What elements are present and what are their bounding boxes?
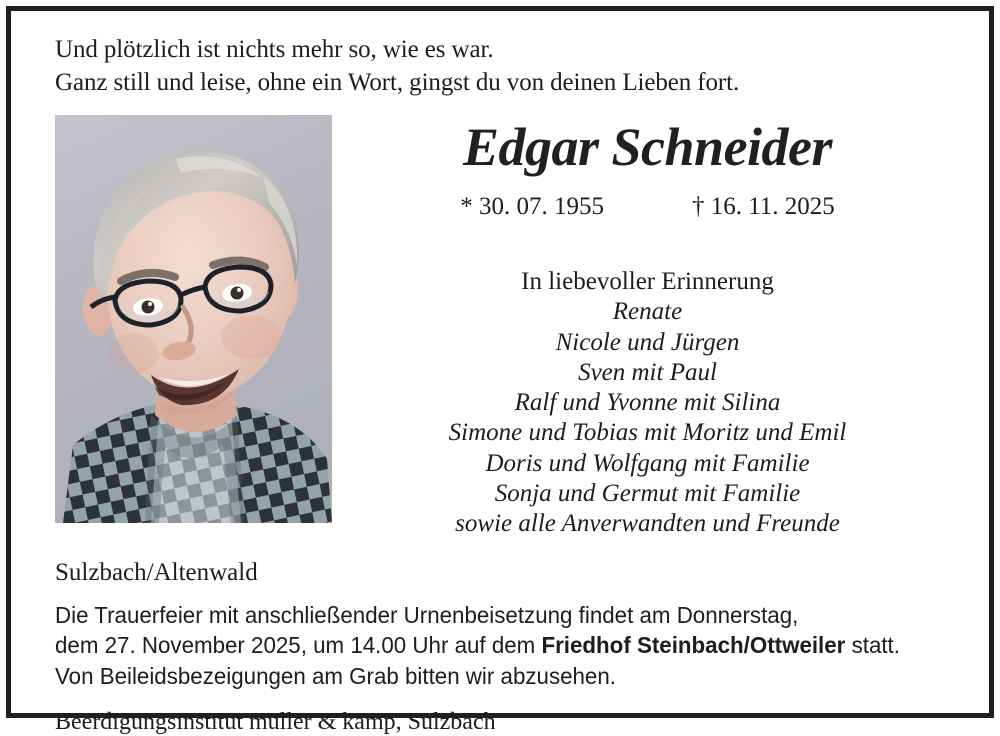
- verse-line-2: Ganz still und leise, ohne ein Wort, gingst du von deinen Lieben fort.: [55, 69, 740, 96]
- death-date: [692, 193, 835, 220]
- portrait-column: [55, 115, 332, 523]
- deceased-text-column: [332, 115, 947, 539]
- deceased-name: Edgar Schneider: [462, 117, 833, 177]
- cemetery-name: Friedhof Steinbach/Ottweiler: [541, 632, 846, 659]
- life-dates: [348, 193, 947, 221]
- memorial-verse: [55, 33, 947, 99]
- death-date-value: 16. 11. 2025: [710, 193, 835, 221]
- mourner-name: Simone und Tobias mit Moritz und Emil: [448, 419, 847, 447]
- mourner-name: Renate: [612, 298, 683, 326]
- cross-icon: †: [691, 193, 705, 221]
- birth-date: [460, 193, 604, 220]
- mourner-name: sowie alle Anverwandten und Freunde: [455, 510, 840, 538]
- arrangement-line-3: Von Beileidsbezeigungen am Grab bitten wir abzusehen.: [55, 662, 616, 689]
- portrait-photo: [55, 115, 332, 523]
- memorial-dedication: [348, 267, 947, 539]
- birth-star-icon: *: [460, 193, 473, 221]
- arrangement-line-1: Die Trauerfeier mit anschließender Urnenbeisetzung findet am Donnerstag,: [55, 602, 799, 629]
- mourner-name: Ralf und Yvonne mit Silina: [514, 389, 781, 417]
- arrangement-line-2: [55, 630, 902, 660]
- funeral-arrangement-text: [55, 600, 902, 690]
- birth-date-value: 30. 07. 1955: [478, 193, 604, 221]
- main-content-area: [55, 115, 947, 539]
- notice-border-frame: [6, 6, 994, 735]
- funeral-home-credit: Beerdigungsinstitut müller & kamp, Sulzbach: [55, 708, 496, 735]
- memorial-lead: In liebevoller Erinnerung: [521, 268, 774, 296]
- mourner-name: Nicole und Jürgen: [555, 328, 740, 356]
- mourner-name: Sven mit Paul: [578, 358, 717, 386]
- mourner-name: Doris und Wolfgang mit Familie: [485, 449, 810, 477]
- verse-line-1: Und plötzlich ist nichts mehr so, wie es war.: [55, 36, 494, 63]
- place-of-residence: Sulzbach/Altenwald: [55, 559, 258, 587]
- arrangement-line-2-after: statt.: [845, 632, 900, 659]
- arrangement-line-2-before: dem 27. November 2025, um 14.00 Uhr auf dem: [55, 632, 542, 659]
- mourner-name: Sonja und Germut mit Familie: [494, 479, 801, 507]
